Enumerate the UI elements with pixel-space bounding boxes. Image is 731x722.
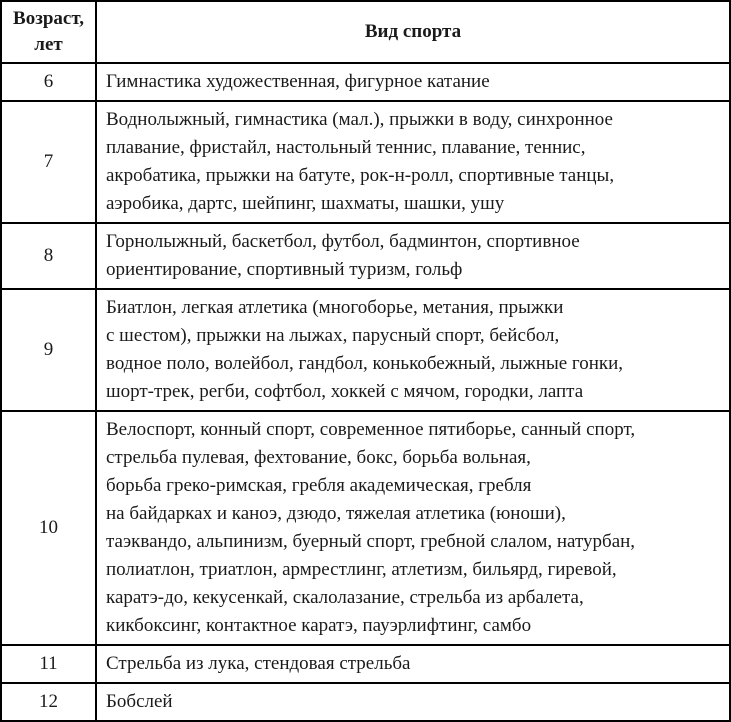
sports-cell: Бобслей	[96, 683, 730, 721]
table-row	[1, 63, 730, 101]
age-cell: 11	[1, 645, 96, 683]
age-column-header: Возраст, лет	[1, 1, 96, 63]
sports-cell: Биатлон, легкая атлетика (многоборье, метания, прыжки с шестом), прыжки на лыжах, парусный спорт, бейсбол, водное поло, волейбол, гандбол, конькобежный, лыжные гонки, шорт-трек, регби, софтбол, хоккей с мячом, городки, лапта	[96, 289, 730, 411]
age-cell: 12	[1, 683, 96, 721]
sports-cell: Гимнастика художественная, фигурное катание	[96, 63, 730, 101]
sport-column-header: Вид спорта	[96, 1, 730, 63]
table-row	[1, 411, 730, 645]
age-cell: 9	[1, 289, 96, 411]
sports-cell: Воднолыжный, гимнастика (мал.), прыжки в воду, синхронное плавание, фристайл, настольный теннис, плавание, теннис, акробатика, прыжки на батуте, рок-н-ролл, спортивные танцы, аэробика, дартс, шейпинг, шахматы, шашки, ушу	[96, 101, 730, 223]
age-cell: 6	[1, 63, 96, 101]
table-row	[1, 223, 730, 289]
age-cell: 8	[1, 223, 96, 289]
sports-cell: Велоспорт, конный спорт, современное пятиборье, санный спорт, стрельба пулевая, фехтование, бокс, борьба вольная, борьба греко-римская, гребля академическая, гребля на байдарках и каноэ, дзюдо, тяжелая атлетика (юноши), таэквандо, альпинизм, буерный спорт, гребной слалом, натурбан, полиатлон, триатлон, армрестлинг, атлетизм, бильярд, гиревой, каратэ-до, кекусенкай, скалолазание, стрельба из арбалета, кикбоксинг, контактное каратэ, пауэрлифтинг, самбо	[96, 411, 730, 645]
header-row	[1, 1, 730, 63]
sports-cell: Стрельба из лука, стендовая стрельба	[96, 645, 730, 683]
table-row	[1, 645, 730, 683]
table-row	[1, 101, 730, 223]
table-row	[1, 289, 730, 411]
age-cell: 7	[1, 101, 96, 223]
age-cell: 10	[1, 411, 96, 645]
sports-cell: Горнолыжный, баскетбол, футбол, бадминтон, спортивное ориентирование, спортивный туризм, гольф	[96, 223, 730, 289]
